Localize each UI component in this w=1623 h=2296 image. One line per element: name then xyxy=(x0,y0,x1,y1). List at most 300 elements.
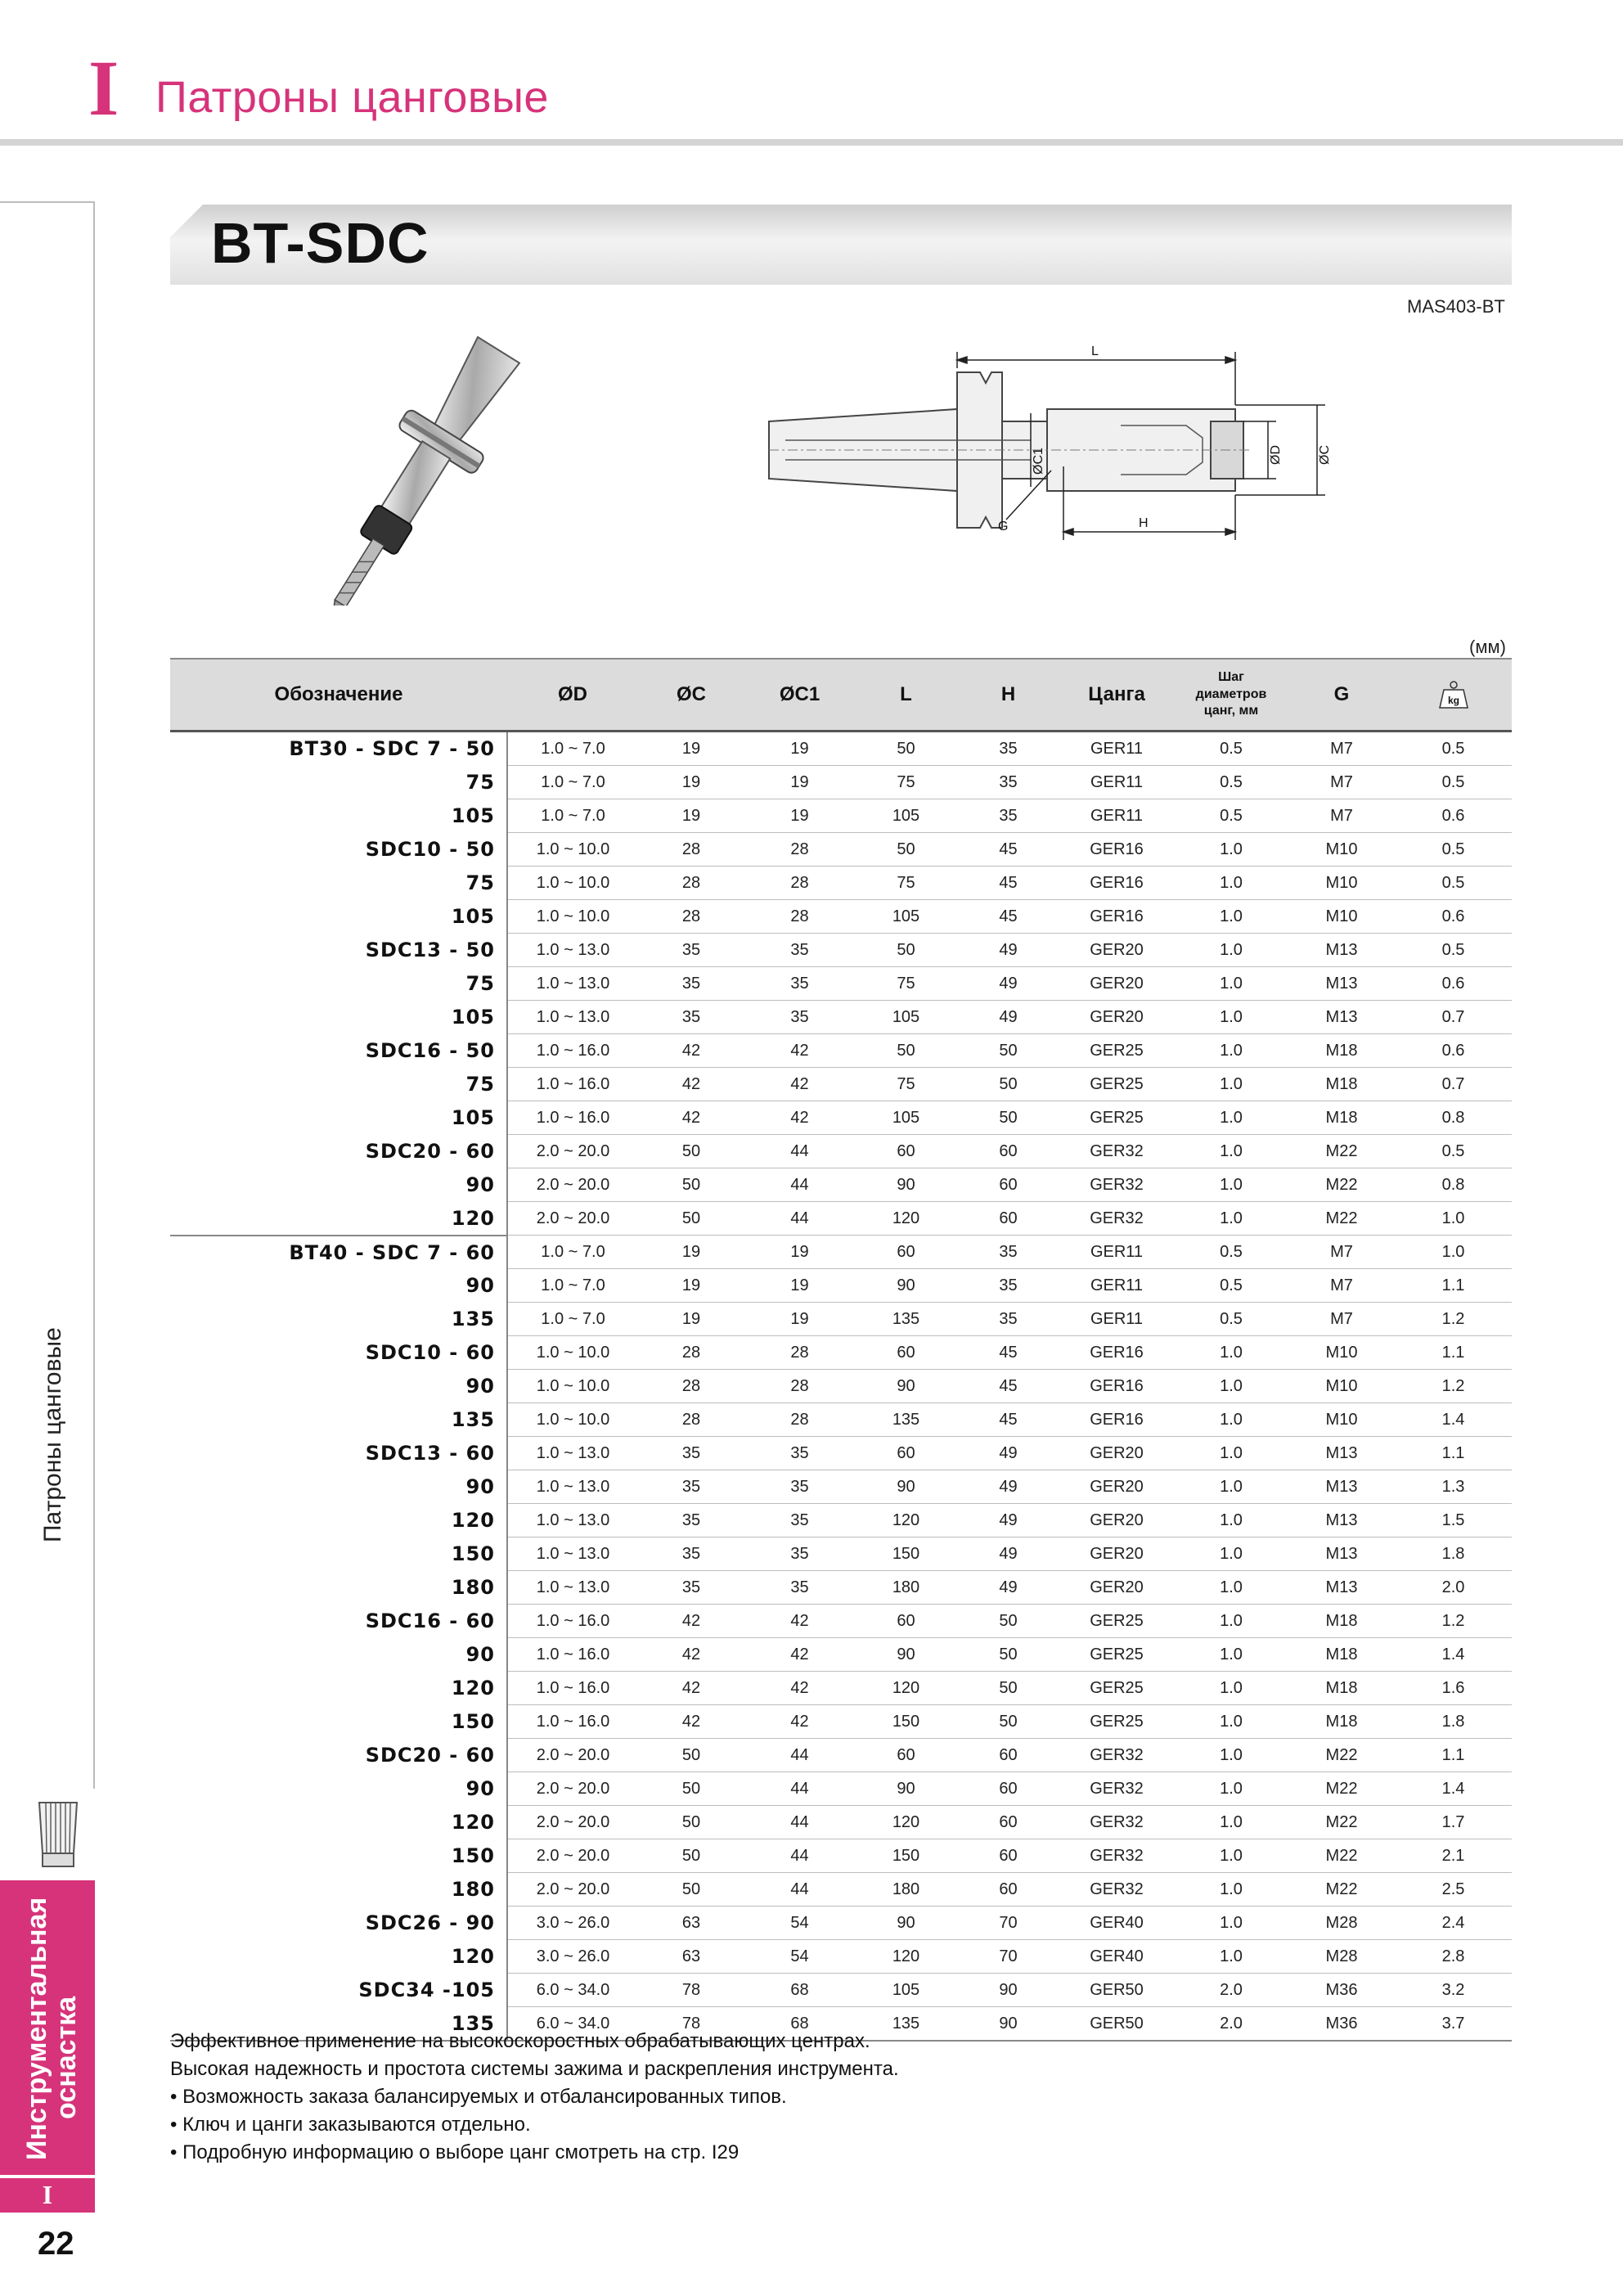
table-row xyxy=(170,1269,1512,1303)
cell-designation: 105 xyxy=(451,804,495,827)
cell-designation: 150 xyxy=(451,1542,495,1565)
cell-collet: GER11 xyxy=(1059,1269,1174,1303)
cell-collet: GER20 xyxy=(1059,1470,1174,1504)
cell-c1: 28 xyxy=(744,833,855,867)
cell-d: 2.0 ~ 20.0 xyxy=(507,1772,638,1806)
table-row xyxy=(170,1571,1512,1605)
cell-designation: 90 xyxy=(465,1777,495,1800)
cell-step: 1.0 xyxy=(1174,1571,1288,1605)
cell-h: 45 xyxy=(957,833,1059,867)
cell-g: M7 xyxy=(1288,1303,1395,1336)
cell-step: 1.0 xyxy=(1174,1336,1288,1370)
cell-d: 1.0 ~ 13.0 xyxy=(507,1571,638,1605)
cell-c1: 68 xyxy=(744,2007,855,2042)
dim-g-label: G xyxy=(998,520,1009,533)
cell-h: 35 xyxy=(957,1303,1059,1336)
cell-weight: 1.2 xyxy=(1395,1303,1512,1336)
table-row xyxy=(170,1705,1512,1739)
cell-c: 35 xyxy=(638,934,744,967)
cell-h: 35 xyxy=(957,799,1059,833)
cell-step: 1.0 xyxy=(1174,1034,1288,1068)
cell-step: 1.0 xyxy=(1174,1940,1288,1974)
model-title: BT-SDC xyxy=(211,211,429,275)
table-row xyxy=(170,1806,1512,1839)
cell-c: 35 xyxy=(638,967,744,1001)
cell-c1: 28 xyxy=(744,1336,855,1370)
col-weight xyxy=(1395,659,1512,732)
cell-g: M13 xyxy=(1288,1537,1395,1571)
cell-c1: 68 xyxy=(744,1974,855,2007)
cell-collet: GER50 xyxy=(1059,2007,1174,2042)
cell-h: 60 xyxy=(957,1168,1059,1202)
cell-g: M28 xyxy=(1288,1907,1395,1940)
table-row xyxy=(170,1873,1512,1907)
cell-weight: 0.8 xyxy=(1395,1101,1512,1135)
col-collet: Цанга xyxy=(1059,659,1174,732)
cell-h: 35 xyxy=(957,1236,1059,1269)
cell-d: 1.0 ~ 7.0 xyxy=(507,1269,638,1303)
cell-d: 2.0 ~ 20.0 xyxy=(507,1135,638,1168)
cell-c: 78 xyxy=(638,1974,744,2007)
sidebar-letter: I xyxy=(42,2180,53,2209)
cell-c1: 35 xyxy=(744,967,855,1001)
cell-g: M18 xyxy=(1288,1101,1395,1135)
cell-step: 1.0 xyxy=(1174,1839,1288,1873)
cell-g: M18 xyxy=(1288,1705,1395,1739)
cell-l: 150 xyxy=(855,1839,957,1873)
cell-collet: GER25 xyxy=(1059,1638,1174,1672)
cell-h: 60 xyxy=(957,1839,1059,1873)
cell-l: 90 xyxy=(855,1370,957,1403)
table-row xyxy=(170,1336,1512,1370)
table-row xyxy=(170,1605,1512,1638)
cell-c1: 44 xyxy=(744,1168,855,1202)
cell-c1: 28 xyxy=(744,1403,855,1437)
cell-c1: 42 xyxy=(744,1672,855,1705)
table-row xyxy=(170,934,1512,967)
cell-g: M7 xyxy=(1288,766,1395,799)
cell-h: 35 xyxy=(957,1269,1059,1303)
cell-c1: 44 xyxy=(744,1806,855,1839)
cell-d: 1.0 ~ 7.0 xyxy=(507,1236,638,1269)
cell-c: 50 xyxy=(638,1873,744,1907)
cell-step: 0.5 xyxy=(1174,1236,1288,1269)
cell-h: 60 xyxy=(957,1135,1059,1168)
cell-l: 90 xyxy=(855,1772,957,1806)
cell-weight: 0.5 xyxy=(1395,1135,1512,1168)
col-step-line2: диаметров xyxy=(1195,687,1267,701)
weight-unit: kg xyxy=(1447,695,1459,706)
cell-c: 35 xyxy=(638,1001,744,1034)
cell-designation: SDC10 - 50 xyxy=(365,838,495,861)
table-row xyxy=(170,1370,1512,1403)
cell-designation: 135 xyxy=(451,1308,495,1330)
cell-weight: 2.0 xyxy=(1395,1571,1512,1605)
cell-weight: 1.8 xyxy=(1395,1537,1512,1571)
cell-d: 1.0 ~ 16.0 xyxy=(507,1068,638,1101)
cell-c1: 42 xyxy=(744,1638,855,1672)
cell-h: 60 xyxy=(957,1739,1059,1772)
cell-d: 1.0 ~ 16.0 xyxy=(507,1672,638,1705)
cell-collet: GER32 xyxy=(1059,1873,1174,1907)
cell-g: M10 xyxy=(1288,1336,1395,1370)
cell-l: 90 xyxy=(855,1168,957,1202)
cell-step: 1.0 xyxy=(1174,1772,1288,1806)
cell-h: 50 xyxy=(957,1605,1059,1638)
cell-h: 49 xyxy=(957,1504,1059,1537)
cell-l: 105 xyxy=(855,1001,957,1034)
cell-weight: 1.5 xyxy=(1395,1504,1512,1537)
cell-c1: 44 xyxy=(744,1135,855,1168)
note-line: • Ключ и цанги заказываются отдельно. xyxy=(170,2114,531,2136)
technical-drawing xyxy=(761,344,1350,556)
cell-designation: 90 xyxy=(465,1173,495,1196)
cell-designation: 120 xyxy=(451,1677,495,1699)
cell-c1: 19 xyxy=(744,799,855,833)
cell-g: M22 xyxy=(1288,1168,1395,1202)
table-row xyxy=(170,1101,1512,1135)
cell-d: 1.0 ~ 13.0 xyxy=(507,1001,638,1034)
col-step-line1: Шаг xyxy=(1218,669,1244,684)
cell-l: 120 xyxy=(855,1940,957,1974)
sidebar-category-label xyxy=(23,1898,81,2160)
cell-c1: 19 xyxy=(744,766,855,799)
cell-h: 45 xyxy=(957,1403,1059,1437)
cell-d: 2.0 ~ 20.0 xyxy=(507,1806,638,1839)
cell-l: 135 xyxy=(855,2007,957,2042)
table-row xyxy=(170,1504,1512,1537)
cell-step: 0.5 xyxy=(1174,799,1288,833)
cell-h: 49 xyxy=(957,934,1059,967)
cell-weight: 1.1 xyxy=(1395,1739,1512,1772)
table-row xyxy=(170,1470,1512,1504)
cell-c1: 28 xyxy=(744,867,855,900)
title-band-corner xyxy=(170,205,203,285)
cell-l: 75 xyxy=(855,1068,957,1101)
cell-collet: GER20 xyxy=(1059,1537,1174,1571)
cell-h: 60 xyxy=(957,1873,1059,1907)
cell-g: M7 xyxy=(1288,732,1395,766)
cell-collet: GER25 xyxy=(1059,1068,1174,1101)
cell-c: 42 xyxy=(638,1638,744,1672)
cell-weight: 0.6 xyxy=(1395,799,1512,833)
cell-g: M13 xyxy=(1288,1470,1395,1504)
cell-collet: GER25 xyxy=(1059,1101,1174,1135)
cell-step: 1.0 xyxy=(1174,1135,1288,1168)
table-row xyxy=(170,1068,1512,1101)
cell-designation: SDC20 - 60 xyxy=(365,1140,495,1163)
cell-c1: 35 xyxy=(744,934,855,967)
cell-c1: 42 xyxy=(744,1705,855,1739)
cell-d: 2.0 ~ 20.0 xyxy=(507,1202,638,1236)
cell-weight: 0.5 xyxy=(1395,934,1512,967)
cell-g: M22 xyxy=(1288,1873,1395,1907)
cell-step: 0.5 xyxy=(1174,732,1288,766)
cell-c: 42 xyxy=(638,1705,744,1739)
cell-l: 180 xyxy=(855,1571,957,1605)
cell-designation: 90 xyxy=(465,1375,495,1398)
cell-g: M18 xyxy=(1288,1034,1395,1068)
cell-collet: GER16 xyxy=(1059,1370,1174,1403)
cell-h: 45 xyxy=(957,867,1059,900)
cell-c1: 35 xyxy=(744,1437,855,1470)
cell-h: 49 xyxy=(957,1571,1059,1605)
cell-g: M10 xyxy=(1288,867,1395,900)
cell-collet: GER40 xyxy=(1059,1940,1174,1974)
cell-designation: 75 xyxy=(465,972,495,995)
cell-l: 90 xyxy=(855,1470,957,1504)
dim-d-label: ØD xyxy=(1269,445,1283,465)
cell-d: 1.0 ~ 10.0 xyxy=(507,867,638,900)
cell-l: 60 xyxy=(855,1605,957,1638)
cell-weight: 1.3 xyxy=(1395,1470,1512,1504)
cell-d: 1.0 ~ 13.0 xyxy=(507,1470,638,1504)
table-row xyxy=(170,967,1512,1001)
cell-weight: 1.7 xyxy=(1395,1806,1512,1839)
table-row xyxy=(170,1672,1512,1705)
col-g: G xyxy=(1288,659,1395,732)
cell-c1: 44 xyxy=(744,1739,855,1772)
cell-step: 1.0 xyxy=(1174,1873,1288,1907)
cell-c: 28 xyxy=(638,1370,744,1403)
cell-c: 35 xyxy=(638,1437,744,1470)
table-row xyxy=(170,766,1512,799)
cell-step: 2.0 xyxy=(1174,2007,1288,2042)
cell-designation: SDC26 - 90 xyxy=(365,1911,495,1934)
cell-weight: 2.1 xyxy=(1395,1839,1512,1873)
cell-g: M13 xyxy=(1288,1504,1395,1537)
cell-h: 50 xyxy=(957,1068,1059,1101)
col-designation: Обозначение xyxy=(170,659,507,732)
cell-designation: BT30 - SDC 7 - 50 xyxy=(289,737,495,761)
cell-designation: SDC34 -105 xyxy=(358,1979,495,2001)
cell-collet: GER32 xyxy=(1059,1739,1174,1772)
cell-step: 1.0 xyxy=(1174,900,1288,934)
cell-step: 1.0 xyxy=(1174,1672,1288,1705)
cell-collet: GER20 xyxy=(1059,967,1174,1001)
cell-c1: 28 xyxy=(744,1370,855,1403)
cell-l: 60 xyxy=(855,1236,957,1269)
cell-weight: 1.4 xyxy=(1395,1772,1512,1806)
cell-weight: 1.0 xyxy=(1395,1236,1512,1269)
cell-weight: 3.2 xyxy=(1395,1974,1512,2007)
cell-l: 135 xyxy=(855,1403,957,1437)
cell-g: M13 xyxy=(1288,1001,1395,1034)
table-row xyxy=(170,1739,1512,1772)
cell-d: 1.0 ~ 10.0 xyxy=(507,833,638,867)
cell-collet: GER11 xyxy=(1059,1303,1174,1336)
cell-g: M10 xyxy=(1288,1370,1395,1403)
cell-d: 6.0 ~ 34.0 xyxy=(507,1974,638,2007)
cell-collet: GER16 xyxy=(1059,1403,1174,1437)
cell-h: 50 xyxy=(957,1638,1059,1672)
cell-g: M22 xyxy=(1288,1772,1395,1806)
col-d: ØD xyxy=(507,659,638,732)
cell-c: 19 xyxy=(638,1269,744,1303)
spec-table xyxy=(170,658,1512,2042)
cell-step: 1.0 xyxy=(1174,1168,1288,1202)
cell-weight: 1.8 xyxy=(1395,1705,1512,1739)
cell-designation: 75 xyxy=(465,871,495,894)
cell-g: M22 xyxy=(1288,1739,1395,1772)
cell-l: 105 xyxy=(855,1101,957,1135)
cell-c: 19 xyxy=(638,799,744,833)
section-letter: I xyxy=(88,44,119,132)
cell-collet: GER11 xyxy=(1059,799,1174,833)
cell-c: 42 xyxy=(638,1068,744,1101)
cell-step: 1.0 xyxy=(1174,1403,1288,1437)
cell-weight: 2.5 xyxy=(1395,1873,1512,1907)
cell-g: M18 xyxy=(1288,1672,1395,1705)
cell-designation: SDC13 - 60 xyxy=(365,1442,495,1465)
cell-d: 1.0 ~ 10.0 xyxy=(507,1336,638,1370)
cell-g: M18 xyxy=(1288,1068,1395,1101)
cell-weight: 0.5 xyxy=(1395,732,1512,766)
cell-step: 1.0 xyxy=(1174,1705,1288,1739)
cell-d: 2.0 ~ 20.0 xyxy=(507,1873,638,1907)
cell-l: 120 xyxy=(855,1672,957,1705)
cell-l: 50 xyxy=(855,934,957,967)
cell-g: M13 xyxy=(1288,967,1395,1001)
cell-collet: GER20 xyxy=(1059,934,1174,967)
cell-collet: GER16 xyxy=(1059,833,1174,867)
cell-d: 1.0 ~ 10.0 xyxy=(507,900,638,934)
cell-d: 2.0 ~ 20.0 xyxy=(507,1168,638,1202)
sidebar-top-rule xyxy=(0,201,95,203)
cell-c1: 19 xyxy=(744,1303,855,1336)
cell-h: 50 xyxy=(957,1034,1059,1068)
cell-g: M36 xyxy=(1288,1974,1395,2007)
cell-step: 1.0 xyxy=(1174,1202,1288,1236)
cell-l: 75 xyxy=(855,766,957,799)
cell-c: 42 xyxy=(638,1101,744,1135)
table-row xyxy=(170,732,1512,766)
notes-block xyxy=(170,2028,1512,2167)
cell-l: 50 xyxy=(855,732,957,766)
cell-h: 60 xyxy=(957,1202,1059,1236)
cell-weight: 1.4 xyxy=(1395,1403,1512,1437)
cell-c: 35 xyxy=(638,1504,744,1537)
cell-designation: 105 xyxy=(451,1006,495,1029)
cell-collet: GER50 xyxy=(1059,1974,1174,2007)
cell-designation: SDC20 - 60 xyxy=(365,1744,495,1767)
cell-collet: GER32 xyxy=(1059,1168,1174,1202)
cell-step: 0.5 xyxy=(1174,1269,1288,1303)
col-step xyxy=(1174,659,1288,732)
cell-weight: 0.6 xyxy=(1395,1034,1512,1068)
cell-h: 49 xyxy=(957,1001,1059,1034)
table-row xyxy=(170,1001,1512,1034)
cell-l: 60 xyxy=(855,1739,957,1772)
cell-weight: 0.5 xyxy=(1395,867,1512,900)
cell-collet: GER40 xyxy=(1059,1907,1174,1940)
cell-c: 50 xyxy=(638,1168,744,1202)
cell-g: M13 xyxy=(1288,1437,1395,1470)
cell-c: 19 xyxy=(638,732,744,766)
cell-collet: GER16 xyxy=(1059,1336,1174,1370)
cell-g: M18 xyxy=(1288,1638,1395,1672)
dim-h-label: H xyxy=(1139,516,1149,530)
cell-c: 50 xyxy=(638,1772,744,1806)
cell-designation: 135 xyxy=(170,2007,507,2042)
cell-collet: GER32 xyxy=(1059,1839,1174,1873)
cell-d: 6.0 ~ 34.0 xyxy=(507,2007,638,2042)
cell-h: 70 xyxy=(957,1907,1059,1940)
cell-l: 75 xyxy=(855,967,957,1001)
dim-l-label: L xyxy=(1091,344,1099,358)
cell-g: M10 xyxy=(1288,1403,1395,1437)
cell-c: 63 xyxy=(638,1940,744,1974)
cell-c1: 19 xyxy=(744,1269,855,1303)
cell-step: 1.0 xyxy=(1174,833,1288,867)
cell-designation: SDC13 - 50 xyxy=(365,939,495,961)
cell-c: 28 xyxy=(638,1336,744,1370)
cell-g: M13 xyxy=(1288,934,1395,967)
cell-weight: 2.8 xyxy=(1395,1940,1512,1974)
cell-c1: 42 xyxy=(744,1605,855,1638)
cell-weight: 1.6 xyxy=(1395,1672,1512,1705)
cell-h: 49 xyxy=(957,1437,1059,1470)
cell-d: 2.0 ~ 20.0 xyxy=(507,1839,638,1873)
cell-c: 19 xyxy=(638,1303,744,1336)
cell-step: 1.0 xyxy=(1174,1470,1288,1504)
cell-c: 50 xyxy=(638,1739,744,1772)
cell-l: 60 xyxy=(855,1135,957,1168)
cell-c1: 42 xyxy=(744,1034,855,1068)
cell-designation: SDC16 - 60 xyxy=(365,1609,495,1632)
table-row xyxy=(170,1236,1512,1269)
cell-c: 42 xyxy=(638,1672,744,1705)
cell-h: 60 xyxy=(957,1806,1059,1839)
cell-designation: 120 xyxy=(451,1811,495,1834)
cell-l: 150 xyxy=(855,1705,957,1739)
cell-d: 1.0 ~ 10.0 xyxy=(507,1370,638,1403)
cell-c: 50 xyxy=(638,1135,744,1168)
cell-g: M7 xyxy=(1288,1269,1395,1303)
cell-step: 1.0 xyxy=(1174,1001,1288,1034)
cell-c1: 44 xyxy=(744,1202,855,1236)
col-c: ØC xyxy=(638,659,744,732)
cell-l: 105 xyxy=(855,1974,957,2007)
cell-collet: GER25 xyxy=(1059,1034,1174,1068)
cell-g: M7 xyxy=(1288,1236,1395,1269)
cell-weight: 0.6 xyxy=(1395,900,1512,934)
cell-c: 50 xyxy=(638,1202,744,1236)
cell-d: 1.0 ~ 13.0 xyxy=(507,1437,638,1470)
cell-l: 135 xyxy=(855,1303,957,1336)
cell-g: M22 xyxy=(1288,1806,1395,1839)
cell-designation: 120 xyxy=(451,1206,495,1230)
cell-l: 75 xyxy=(855,867,957,900)
cell-g: M10 xyxy=(1288,900,1395,934)
cell-h: 50 xyxy=(957,1705,1059,1739)
cell-c1: 42 xyxy=(744,1101,855,1135)
note-line: Высокая надежность и простота системы зажима и раскрепления инструмента. xyxy=(170,2058,899,2080)
cell-d: 1.0 ~ 7.0 xyxy=(507,799,638,833)
table-header-row xyxy=(170,659,1512,732)
cell-h: 45 xyxy=(957,900,1059,934)
cell-d: 1.0 ~ 16.0 xyxy=(507,1705,638,1739)
cell-g: M18 xyxy=(1288,1605,1395,1638)
cell-h: 50 xyxy=(957,1101,1059,1135)
cell-l: 120 xyxy=(855,1202,957,1236)
cell-c: 63 xyxy=(638,1907,744,1940)
standard-label: MAS403-BT xyxy=(1407,296,1505,317)
cell-d: 1.0 ~ 16.0 xyxy=(507,1101,638,1135)
cell-step: 1.0 xyxy=(1174,1739,1288,1772)
cell-designation: SDC10 - 60 xyxy=(365,1341,495,1364)
cell-designation: 120 xyxy=(451,1509,495,1532)
